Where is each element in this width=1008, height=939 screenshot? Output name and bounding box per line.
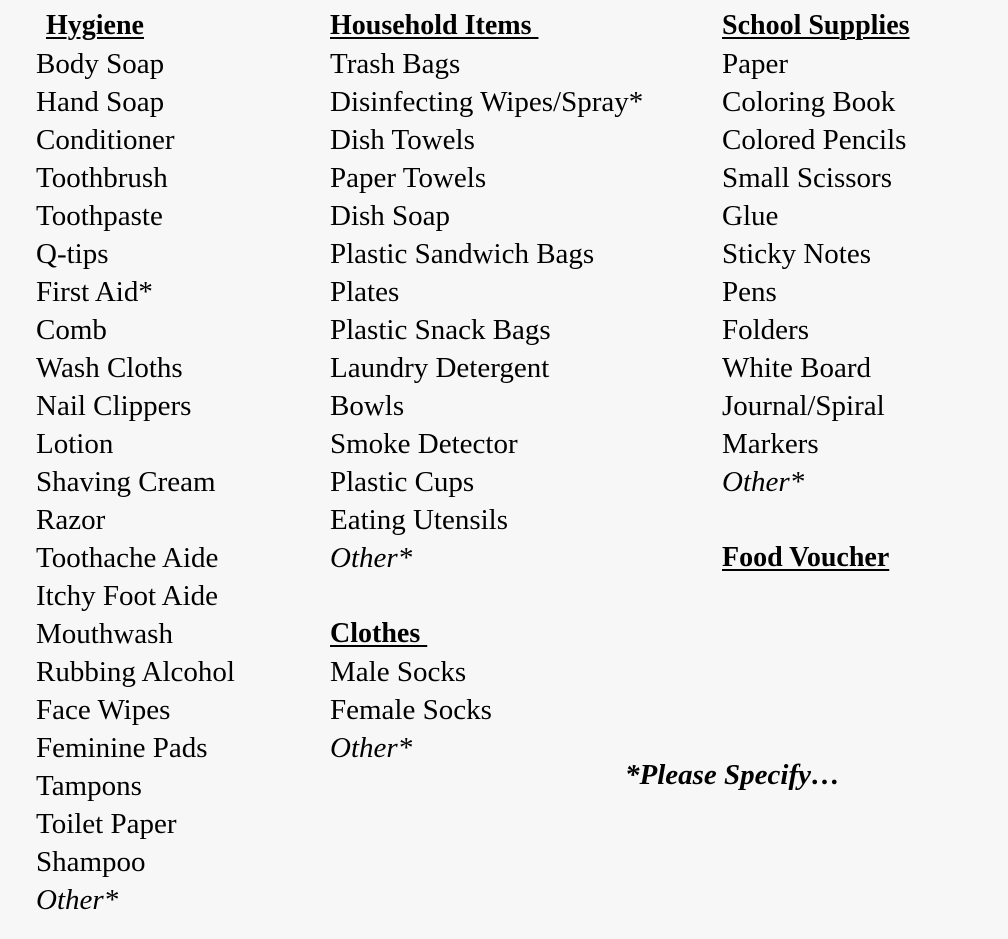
list-item: Shaving Cream <box>36 466 216 498</box>
household-list <box>330 45 643 577</box>
list-item: Plastic Sandwich Bags <box>330 238 595 270</box>
list-item: Conditioner <box>36 124 175 156</box>
list-item: Folders <box>722 314 809 346</box>
household-column <box>330 7 643 767</box>
list-item: Colored Pencils <box>722 124 907 156</box>
list-item: Toothpaste <box>36 200 163 232</box>
household-other-item: Other* <box>330 542 413 574</box>
list-item: Sticky Notes <box>722 238 872 270</box>
list-item: Face Wipes <box>36 694 171 726</box>
hygiene-column <box>36 7 235 919</box>
list-item: Pens <box>722 276 777 308</box>
list-item: Journal/Spiral <box>722 390 885 422</box>
hygiene-list <box>36 45 235 919</box>
list-item: Tampons <box>36 770 142 802</box>
list-item: Markers <box>722 428 819 460</box>
hygiene-heading: Hygiene <box>46 10 144 41</box>
school-heading: School Supplies <box>722 10 910 41</box>
list-item: Toilet Paper <box>36 808 177 840</box>
list-item: Plates <box>330 276 400 308</box>
list-item: Glue <box>722 200 779 232</box>
list-item: Lotion <box>36 428 114 460</box>
clothes-other-item: Other* <box>330 732 413 764</box>
clothes-heading: Clothes <box>330 618 428 649</box>
list-item: Paper <box>722 48 789 80</box>
clothes-list <box>330 653 643 767</box>
list-item: Shampoo <box>36 846 146 878</box>
list-item: Wash Cloths <box>36 352 183 384</box>
school-list <box>722 45 910 501</box>
food-voucher-heading: Food Voucher <box>722 542 890 573</box>
list-item: Mouthwash <box>36 618 173 650</box>
list-item: Laundry Detergent <box>330 352 550 384</box>
hygiene-other-item: Other* <box>36 884 119 916</box>
list-item: Hand Soap <box>36 86 165 118</box>
list-item: Dish Towels <box>330 124 475 156</box>
list-item: Eating Utensils <box>330 504 509 536</box>
list-item: Small Scissors <box>722 162 892 194</box>
list-item: Toothbrush <box>36 162 168 194</box>
section-spacer <box>330 577 643 615</box>
list-item: Plastic Cups <box>330 466 475 498</box>
list-item: Q-tips <box>36 238 109 270</box>
list-item: Toothache Aide <box>36 542 219 574</box>
school-other-item: Other* <box>722 466 805 498</box>
list-item: Coloring Book <box>722 86 896 118</box>
list-item: Itchy Foot Aide <box>36 580 219 612</box>
section-spacer <box>722 501 910 539</box>
list-item: Disinfecting Wipes/Spray* <box>330 86 644 118</box>
list-item: Nail Clippers <box>36 390 192 422</box>
list-item: Paper Towels <box>330 162 487 194</box>
list-item: Smoke Detector <box>330 428 518 460</box>
list-item: Rubbing Alcohol <box>36 656 235 688</box>
list-item: Trash Bags <box>330 48 461 80</box>
school-column <box>722 7 910 577</box>
list-item: Razor <box>36 504 106 536</box>
list-item: Comb <box>36 314 107 346</box>
list-item: First Aid* <box>36 276 153 308</box>
list-item: Bowls <box>330 390 405 422</box>
list-item: White Board <box>722 352 871 384</box>
list-item: Body Soap <box>36 48 165 80</box>
list-item: Feminine Pads <box>36 732 208 764</box>
please-specify-note: *Please Specify… <box>625 759 841 791</box>
list-item: Plastic Snack Bags <box>330 314 551 346</box>
list-item: Male Socks <box>330 656 467 688</box>
list-item: Dish Soap <box>330 200 451 232</box>
list-item: Female Socks <box>330 694 492 726</box>
household-heading: Household Items <box>330 10 539 41</box>
